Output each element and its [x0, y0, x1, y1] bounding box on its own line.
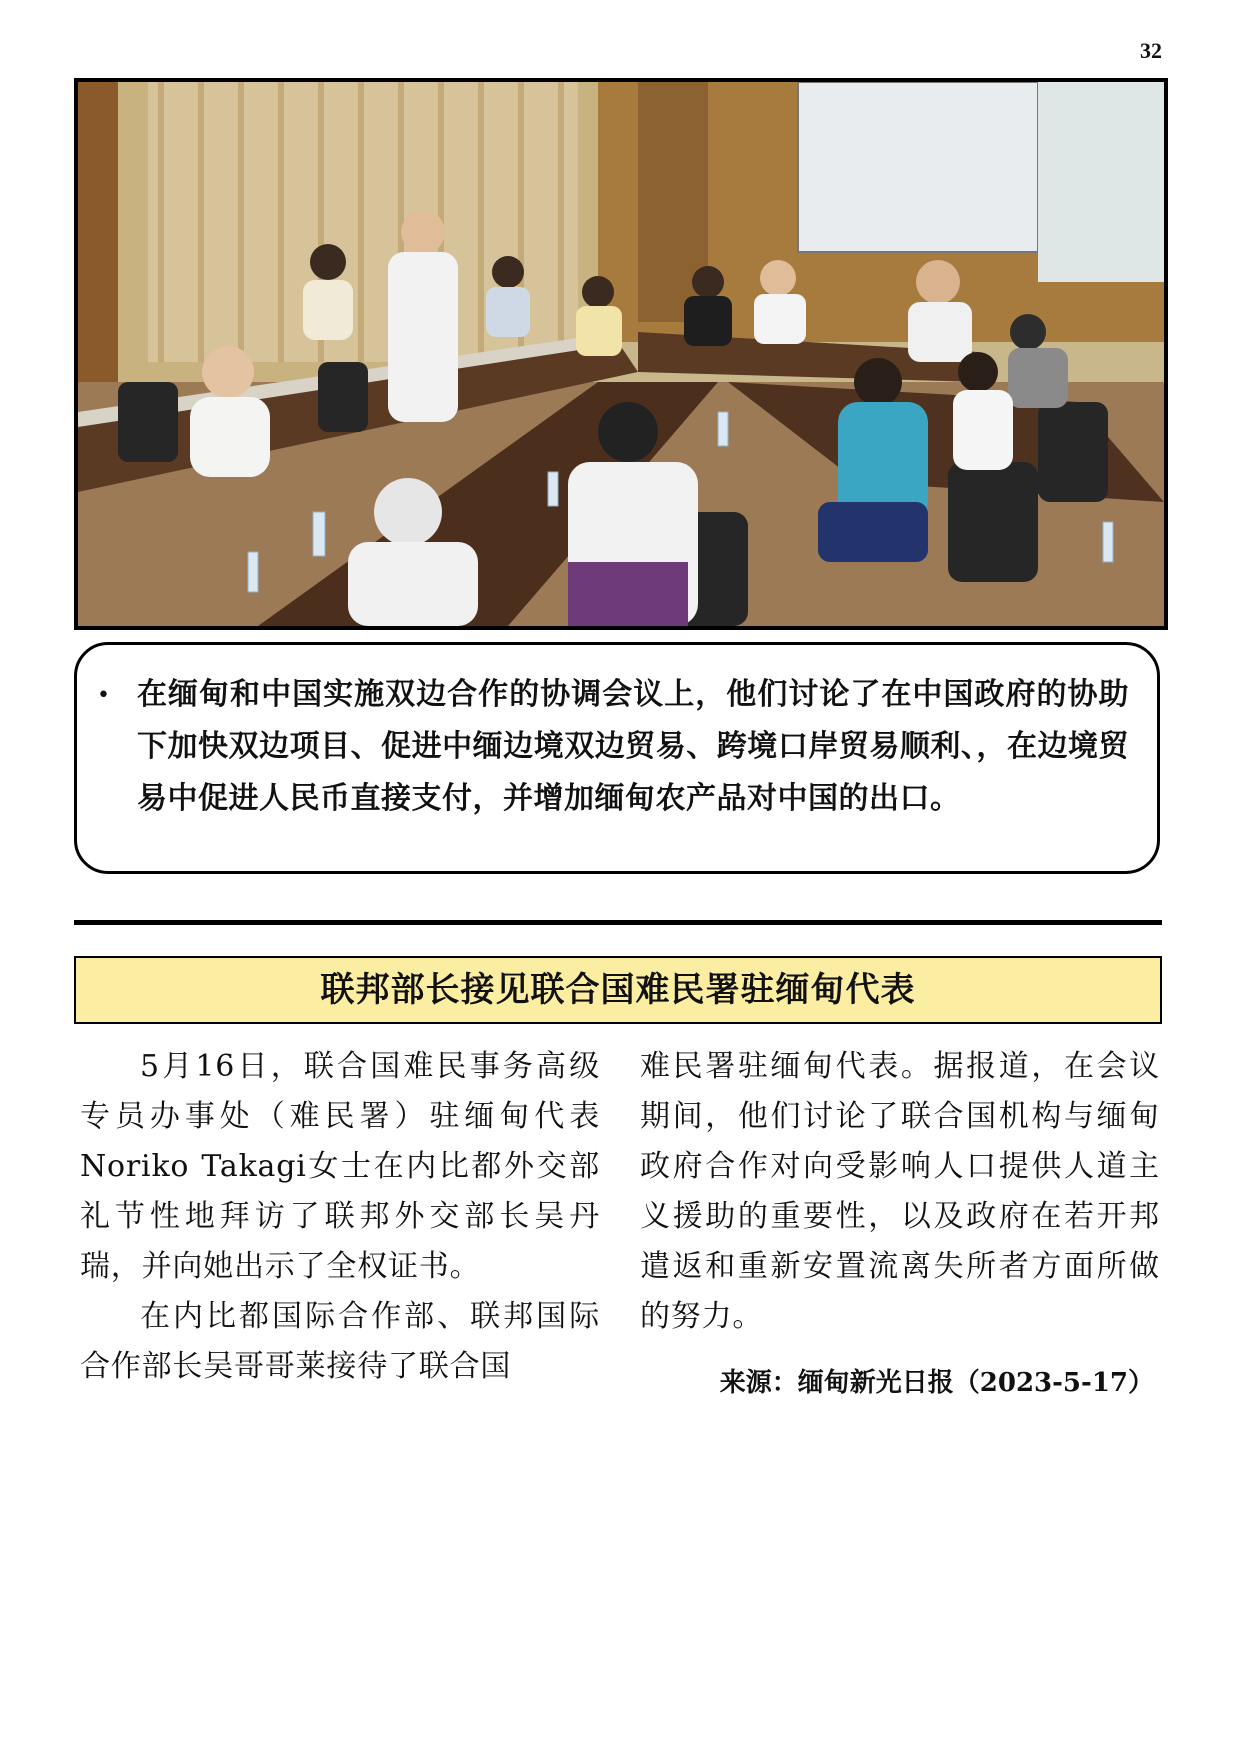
article-source: 来源：缅甸新光日报（2023-5-17）: [719, 1368, 1154, 1398]
section-divider: [74, 920, 1162, 925]
photo-caption-text: 在缅甸和中国实施双边合作的协调会议上，他们讨论了在中国政府的协助下加快双边项目、促进中缅边境双边贸易、跨境口岸贸易顺利、，在边境贸易中促进人民币直接支付，并增加缅甸农产品对中国的出口。: [137, 677, 1129, 816]
meeting-photo: [74, 78, 1168, 630]
article-left-column: [80, 1042, 600, 1392]
article-paragraph: 5月16日，联合国难民事务高级专员办事处（难民署）驻缅甸代表Noriko Takagi女士在内比都外交部礼节性地拜访了联邦外交部长吴丹瑞，并向她出示了全权证书。: [80, 1049, 600, 1284]
meeting-room-photo-icon: [78, 82, 1164, 626]
photo-caption-box: [74, 642, 1160, 874]
bullet-icon: •: [97, 683, 110, 708]
page-number: 32: [1140, 38, 1162, 63]
article-paragraph: 在内比都国际合作部、联邦国际合作部长吴哥哥莱接待了联合国: [80, 1299, 600, 1384]
article-headline: 联邦部长接见联合国难民署驻缅甸代表: [74, 956, 1162, 1024]
article-paragraph: 难民署驻缅甸代表。据报道，在会议期间，他们讨论了联合国机构与缅甸政府合作对向受影响人口提供人道主义援助的重要性，以及政府在若开邦遣返和重新安置流离失所者方面所做的努力。: [640, 1049, 1160, 1334]
article-right-column: [640, 1042, 1160, 1342]
